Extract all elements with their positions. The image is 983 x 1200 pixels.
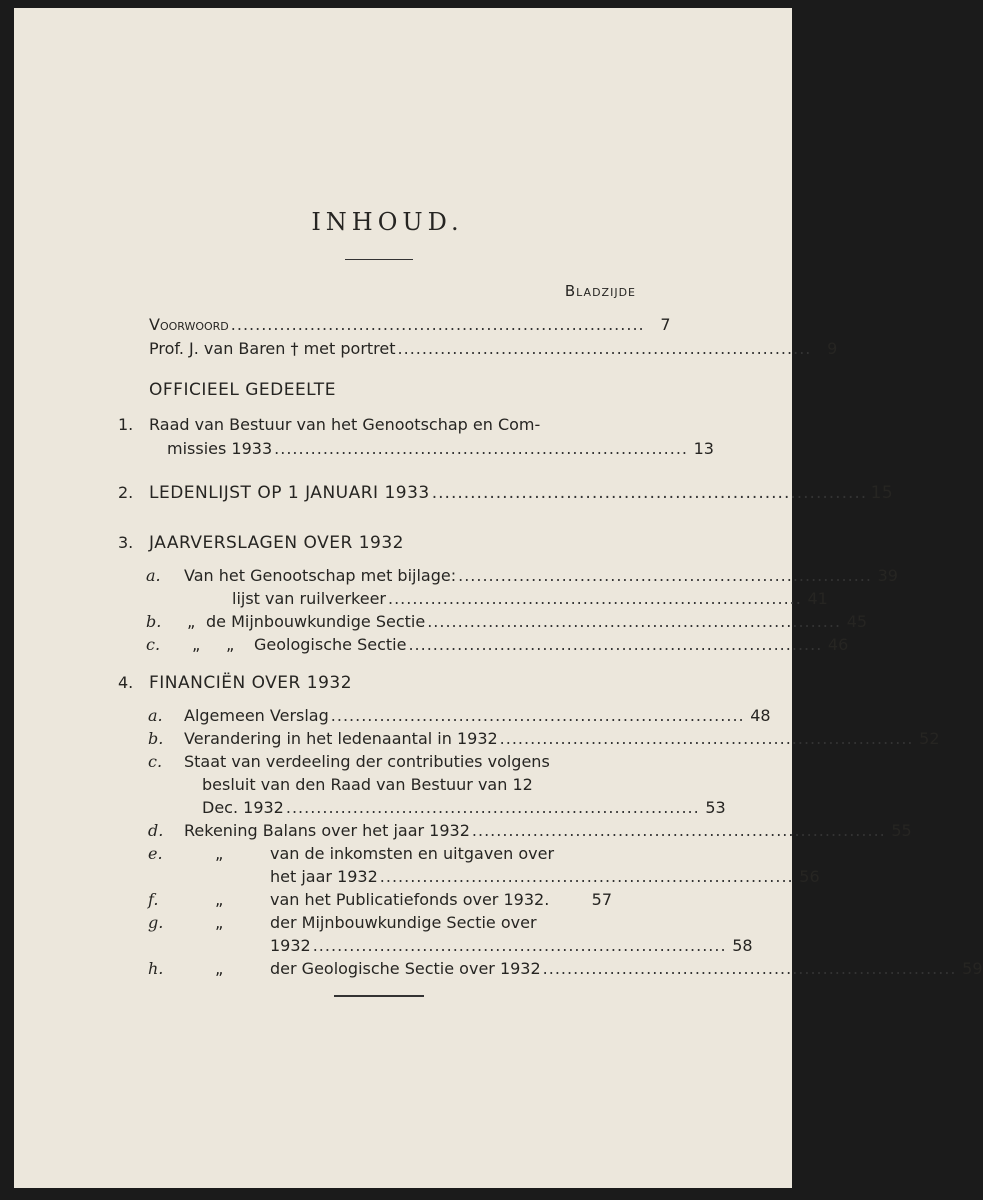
- toc-entry-ledenaantal[interactable]: Verandering in het ledenaantal in 1932 .................................................................... 52: [184, 729, 940, 748]
- entry-letter: h.: [148, 959, 164, 978]
- toc-entry-raad-line1: Raad van Bestuur van het Genootschap en Com-: [149, 415, 541, 434]
- entry-letter: a.: [146, 566, 161, 585]
- entry-letter: b.: [146, 612, 162, 631]
- section-heading-jaarverslagen: JAARVERSLAGEN OVER 1932: [149, 533, 404, 553]
- toc-entry-genootschap[interactable]: Van het Genootschap met bijlage: .................................................................... 39: [184, 566, 898, 585]
- toc-entry-contributies[interactable]: Dec. 1932 .................................................................... 53: [202, 798, 726, 817]
- entry-letter: c.: [146, 635, 161, 654]
- page-column-header: Bladzijde: [564, 282, 636, 300]
- toc-entry-mijnbouw-fin[interactable]: 1932 .................................................................... 58: [270, 936, 753, 955]
- ditto-mark: „: [187, 612, 196, 631]
- entry-letter: a.: [148, 706, 163, 725]
- entry-letter: g.: [148, 913, 164, 932]
- item-number: 3.: [118, 533, 134, 552]
- ditto-mark: „: [215, 959, 224, 978]
- ditto-mark: „: [215, 913, 224, 932]
- toc-entry-rekening-balans[interactable]: Rekening Balans over het jaar 1932 .................................................................... 55: [184, 821, 912, 840]
- entry-letter: f.: [148, 890, 159, 909]
- closing-rule: [334, 995, 424, 997]
- entry-letter: b.: [148, 729, 164, 748]
- section-heading-financien: FINANCIËN OVER 1932: [149, 673, 353, 693]
- item-number: 2.: [118, 483, 134, 502]
- entry-letter: d.: [148, 821, 164, 840]
- toc-entry-geologische-fin[interactable]: der Geologische Sectie over 1932 .................................................................... 59: [270, 959, 983, 978]
- toc-entry-mijnbouw-sectie[interactable]: de Mijnbouwkundige Sectie .................................................................... 45: [206, 612, 868, 631]
- toc-entry-voorwoord[interactable]: Voorwoord .................................................................... 7: [149, 315, 671, 334]
- page-title: INHOUD.: [311, 208, 464, 236]
- entry-letter: c.: [148, 752, 163, 771]
- section-heading-official: OFFICIEEL GEDEELTE: [149, 380, 336, 400]
- toc-entry-raad[interactable]: missies 1933 .................................................................... 13: [167, 439, 714, 458]
- toc-entry-geologische-sectie[interactable]: Geologische Sectie .................................................................... 46: [254, 635, 849, 654]
- ditto-mark: „: [226, 635, 235, 654]
- ditto-mark: „: [192, 635, 201, 654]
- toc-entry-contributies-line2: besluit van den Raad van Bestuur van 12: [202, 775, 533, 794]
- entry-letter: e.: [148, 844, 163, 863]
- toc-entry-algemeen-verslag[interactable]: Algemeen Verslag .................................................................... 48: [184, 706, 771, 725]
- toc-entry-inkomsten-line1: van de inkomsten en uitgaven over: [270, 844, 555, 863]
- toc-entry-mijnbouw-fin-line1: der Mijnbouwkundige Sectie over: [270, 913, 537, 932]
- ditto-mark: „: [215, 890, 224, 909]
- toc-entry-inkomsten[interactable]: het jaar 1932 .................................................................... 56: [270, 867, 820, 886]
- toc-entry-contributies-line1: Staat van verdeeling der contributies volgens: [184, 752, 550, 771]
- title-underline: [345, 259, 413, 260]
- book-page: [14, 8, 983, 1188]
- toc-entry-ledenlijst[interactable]: LEDENLIJST OP 1 JANUARI 1933 .................................................................... 15: [149, 483, 894, 503]
- toc-entry-publicatiefonds[interactable]: van het Publicatiefonds over 1932. 57: [270, 890, 612, 909]
- toc-entry-van-baren[interactable]: Prof. J. van Baren † met portret .................................................................... 9: [149, 339, 838, 358]
- item-number: 4.: [118, 673, 134, 692]
- item-number: 1.: [118, 415, 134, 434]
- toc-entry-ruilverkeer[interactable]: lijst van ruilverkeer .................................................................... 41: [232, 589, 828, 608]
- ditto-mark: „: [215, 844, 224, 863]
